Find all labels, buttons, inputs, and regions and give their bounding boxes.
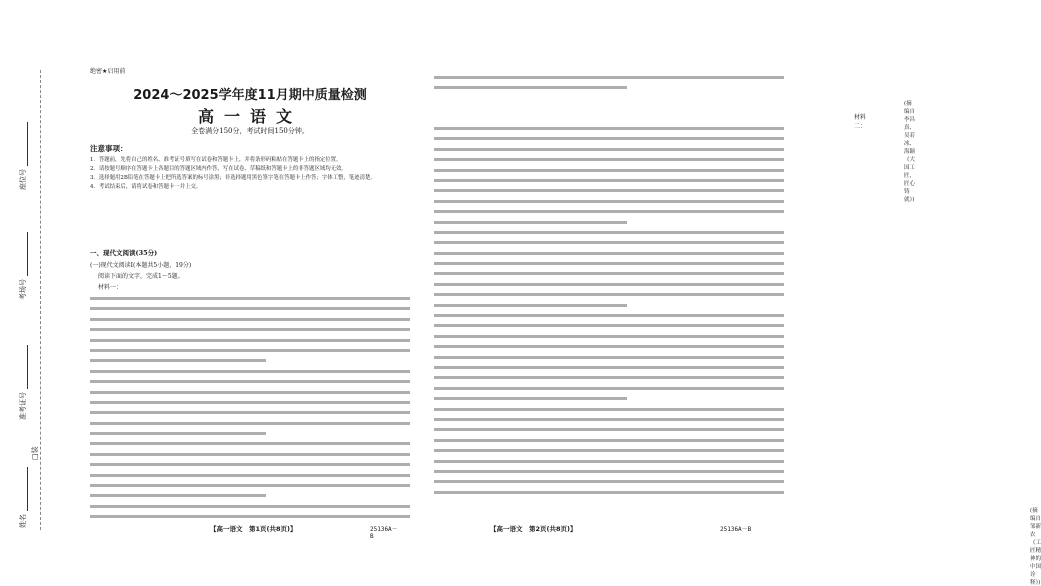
text-line xyxy=(434,221,627,224)
text-line xyxy=(434,262,784,265)
note-item: 3．选择题用2B铅笔在答题卡上把所选答案的标号涂黑；非选择题用黑色签字笔在答题卡上作答；字体工整，笔迹清楚。 xyxy=(90,175,376,181)
text-line xyxy=(434,314,784,317)
text-line xyxy=(434,387,784,390)
text-line xyxy=(90,494,266,497)
citation-one: (摘编自李昌真、吴若冰、海颖《大国工匠，匠心铸就》) xyxy=(904,101,916,203)
text-line xyxy=(434,335,784,338)
text-line xyxy=(90,401,410,404)
text-line xyxy=(90,411,410,414)
text-line xyxy=(434,127,784,130)
material-two-label: 材料二： xyxy=(854,114,867,130)
text-line xyxy=(90,432,266,435)
seal-mark-label: □装 xyxy=(31,446,39,460)
notes-heading: 注意事项： xyxy=(90,144,128,153)
text-line xyxy=(434,283,784,286)
text-line xyxy=(434,241,784,244)
text-line xyxy=(434,356,784,359)
text-line xyxy=(90,318,410,321)
text-line xyxy=(434,169,784,172)
text-line xyxy=(434,397,627,400)
text-line xyxy=(90,370,410,373)
section-heading: 一、现代文阅读(35分) xyxy=(90,249,158,257)
passage-continued-blurred xyxy=(434,76,784,97)
text-line xyxy=(434,345,784,348)
text-line xyxy=(434,408,784,411)
seat-field[interactable] xyxy=(18,122,28,190)
score-info: 全卷满分150分，考试时间150分钟。 xyxy=(191,127,309,135)
room-label: 考场号 xyxy=(19,279,27,300)
text-line xyxy=(434,252,784,255)
seal-mark xyxy=(30,446,40,460)
text-line xyxy=(434,148,784,151)
text-line xyxy=(434,179,784,182)
note-item: 2．请按题号顺序在答题卡上各题目的答题区域内作答，写在试卷、草稿纸和答题卡上的非答题区域均无效。 xyxy=(90,166,347,172)
text-line xyxy=(90,515,410,518)
text-line xyxy=(434,231,784,234)
binding-line xyxy=(40,70,41,530)
confidential-mark: 绝密★启用前 xyxy=(90,68,126,75)
paper-code: 25136A－B xyxy=(720,526,752,533)
seat-label: 座位号 xyxy=(19,169,27,190)
name-field[interactable] xyxy=(18,467,28,528)
text-line xyxy=(434,449,784,452)
page-one xyxy=(60,0,400,562)
text-line xyxy=(434,137,784,140)
text-line xyxy=(90,349,410,352)
text-line xyxy=(434,210,784,213)
text-line xyxy=(434,366,784,369)
material-two-body-blurred xyxy=(434,127,784,501)
text-line xyxy=(434,480,784,483)
exam-title: 2024～2025学年度11月期中质量检测 xyxy=(133,88,367,103)
text-line xyxy=(90,422,410,425)
citation-two: (摘编自邹新农《工匠精神的中国诠释》) xyxy=(1030,508,1041,586)
text-line xyxy=(434,189,784,192)
page-two xyxy=(420,0,1041,586)
exam-number-label: 准考证号 xyxy=(19,392,27,420)
text-line xyxy=(90,297,410,300)
text-line xyxy=(434,86,627,89)
text-line xyxy=(434,200,784,203)
subsection-heading: (一)现代文阅读Ⅰ(本题共5小题，19分) xyxy=(90,262,192,269)
subject-title: 高一语文 xyxy=(197,107,302,126)
text-line xyxy=(434,428,784,431)
text-line xyxy=(90,339,410,342)
page-footer: 【高一语文 第2页(共8页)】 xyxy=(490,525,577,533)
text-line xyxy=(434,470,784,473)
paper-code: 25136A－B xyxy=(370,526,398,540)
text-line xyxy=(434,324,784,327)
text-line xyxy=(434,491,784,494)
text-line xyxy=(90,484,410,487)
text-line xyxy=(90,328,410,331)
text-line xyxy=(434,460,784,463)
text-line xyxy=(90,505,410,508)
instruction-text: 阅读下面的文字，完成1～5题。 xyxy=(98,273,184,280)
text-line xyxy=(90,307,410,310)
text-line xyxy=(90,453,410,456)
text-line xyxy=(90,359,266,362)
text-line xyxy=(90,474,410,477)
text-line xyxy=(90,380,410,383)
notes-list xyxy=(90,156,410,192)
text-line xyxy=(434,272,784,275)
text-line xyxy=(434,418,784,421)
text-line xyxy=(90,442,410,445)
note-item: 1．答题前，先将自己的姓名、准考证号填写在试卷和答题卡上，并将条形码粘贴在答题卡上的指定位置。 xyxy=(90,157,342,163)
text-line xyxy=(434,304,627,307)
name-label: 姓名 xyxy=(19,514,27,528)
binding-margin xyxy=(0,0,52,562)
text-line xyxy=(434,293,784,296)
page-footer: 【高一语文 第1页(共8页)】 xyxy=(210,525,297,533)
text-line xyxy=(434,376,784,379)
text-line xyxy=(90,391,410,394)
text-line xyxy=(434,158,784,161)
room-field[interactable] xyxy=(18,232,28,300)
material-one-label: 材料一： xyxy=(98,284,123,291)
exam-number-field[interactable] xyxy=(18,345,28,420)
passage-body-blurred xyxy=(90,297,410,526)
note-item: 4．考试结束后，请将试卷和答题卡一并上交。 xyxy=(90,184,202,190)
text-line xyxy=(434,76,784,79)
text-line xyxy=(434,439,784,442)
text-line xyxy=(90,463,410,466)
